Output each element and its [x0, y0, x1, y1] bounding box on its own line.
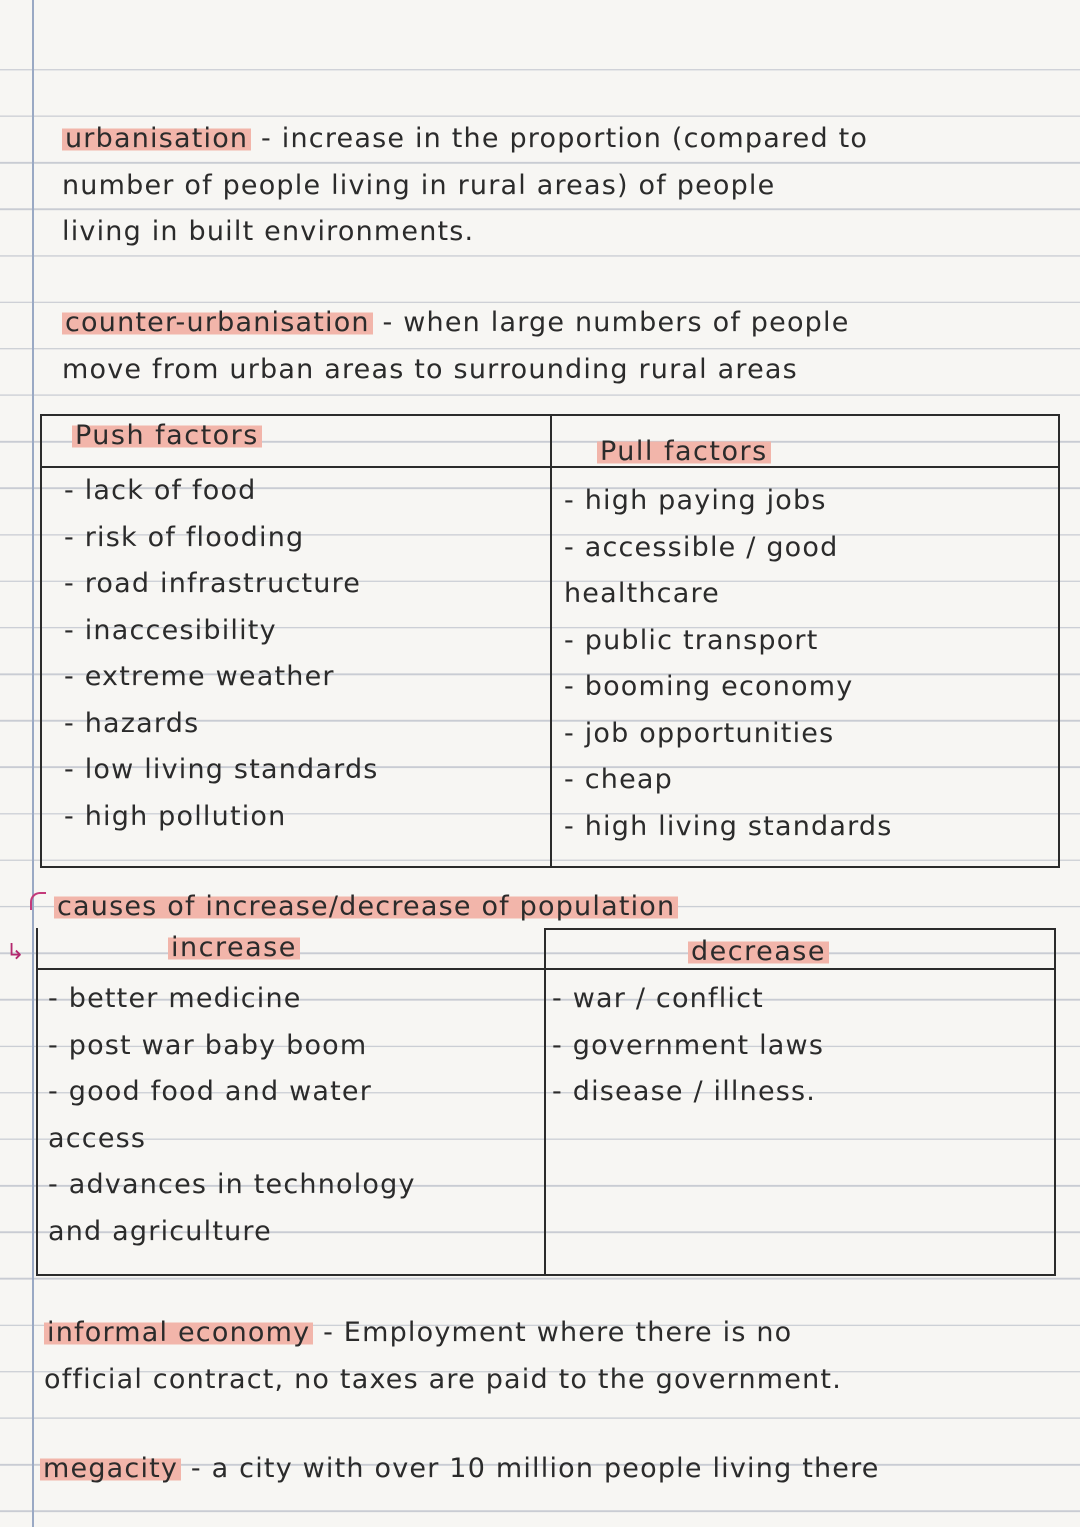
- counter-urbanisation-definition: [62, 300, 850, 393]
- urbanisation-line-1: - increase in the proportion (compared to: [261, 123, 869, 154]
- megacity-term: megacity: [40, 1453, 181, 1484]
- pull-factor-item: healthcare: [564, 578, 720, 609]
- pull-factors-list: [564, 478, 893, 850]
- margin-arrow-icon: ↳: [6, 940, 25, 965]
- population-table-divider: [544, 928, 546, 1274]
- megacity-text: - a city with over 10 million people living there: [190, 1453, 880, 1484]
- push-factor-item: - road infrastructure: [64, 568, 362, 599]
- informal-economy-definition: [44, 1310, 842, 1403]
- decrease-cause-item: - government laws: [552, 1029, 825, 1061]
- population-table-top-line: [544, 928, 1054, 930]
- counter-urbanisation-term: counter-urbanisation: [62, 307, 373, 338]
- increase-cause-item: - better medicine: [48, 983, 302, 1014]
- pull-factor-item: - cheap: [564, 764, 673, 795]
- push-factor-item: - low living standards: [64, 754, 379, 785]
- urbanisation-term: urbanisation: [62, 123, 251, 154]
- push-factors-header: Push factors: [72, 420, 262, 451]
- pull-factor-item: - booming economy: [564, 671, 854, 702]
- pull-factor-item: - high living standards: [564, 810, 893, 842]
- decrease-causes-list: [552, 976, 824, 1116]
- urbanisation-line-2: number of people living in rural areas) of people: [62, 169, 776, 201]
- push-pull-factors-table: [40, 414, 1060, 868]
- decrease-cause-item: - disease / illness.: [552, 1076, 817, 1107]
- pull-factor-item: - high paying jobs: [564, 485, 827, 516]
- push-factor-item: - inaccesibility: [64, 614, 277, 646]
- increase-cause-item: - advances in technology: [48, 1169, 416, 1200]
- increase-cause-item: access: [48, 1122, 147, 1154]
- urbanisation-definition: [62, 116, 868, 256]
- megacity-definition: [40, 1446, 880, 1493]
- increase-cause-item: - post war baby boom: [48, 1029, 368, 1061]
- push-factor-item: - lack of food: [64, 475, 257, 506]
- push-factor-item: - risk of flooding: [64, 521, 305, 553]
- pull-factors-header: Pull factors: [597, 436, 771, 467]
- pull-factor-item: - public transport: [564, 624, 819, 656]
- increase-header: increase: [168, 932, 300, 963]
- population-table-header-line: [38, 968, 1054, 970]
- increase-cause-item: - good food and water: [48, 1076, 372, 1107]
- notebook-margin-line: [32, 0, 34, 1527]
- counter-urbanisation-line-2: move from urban areas to surrounding rural areas: [62, 353, 798, 385]
- decrease-header: decrease: [688, 936, 829, 967]
- push-factor-item: - extreme weather: [64, 661, 335, 692]
- push-factors-list: [64, 468, 379, 840]
- urbanisation-line-3: living in built environments.: [62, 216, 475, 247]
- population-causes-table: [36, 928, 1056, 1276]
- push-factor-item: - high pollution: [64, 800, 287, 832]
- pull-factor-item: - job opportunities: [564, 717, 835, 749]
- decrease-cause-item: - war / conflict: [552, 983, 764, 1014]
- increase-causes-list: [48, 976, 416, 1255]
- informal-economy-line-2: official contract, no taxes are paid to the government.: [44, 1363, 842, 1395]
- push-factor-item: - hazards: [64, 707, 200, 739]
- pull-factor-item: - accessible / good: [564, 531, 839, 563]
- population-causes-title: causes of increase/decrease of population: [54, 884, 678, 931]
- counter-urbanisation-line-1: - when large numbers of people: [382, 307, 850, 338]
- margin-bracket-mark: [30, 892, 46, 910]
- informal-economy-line-1: - Employment where there is no: [323, 1317, 793, 1348]
- informal-economy-term: informal economy: [44, 1317, 313, 1348]
- factors-table-divider: [550, 416, 552, 866]
- increase-cause-item: and agriculture: [48, 1215, 272, 1247]
